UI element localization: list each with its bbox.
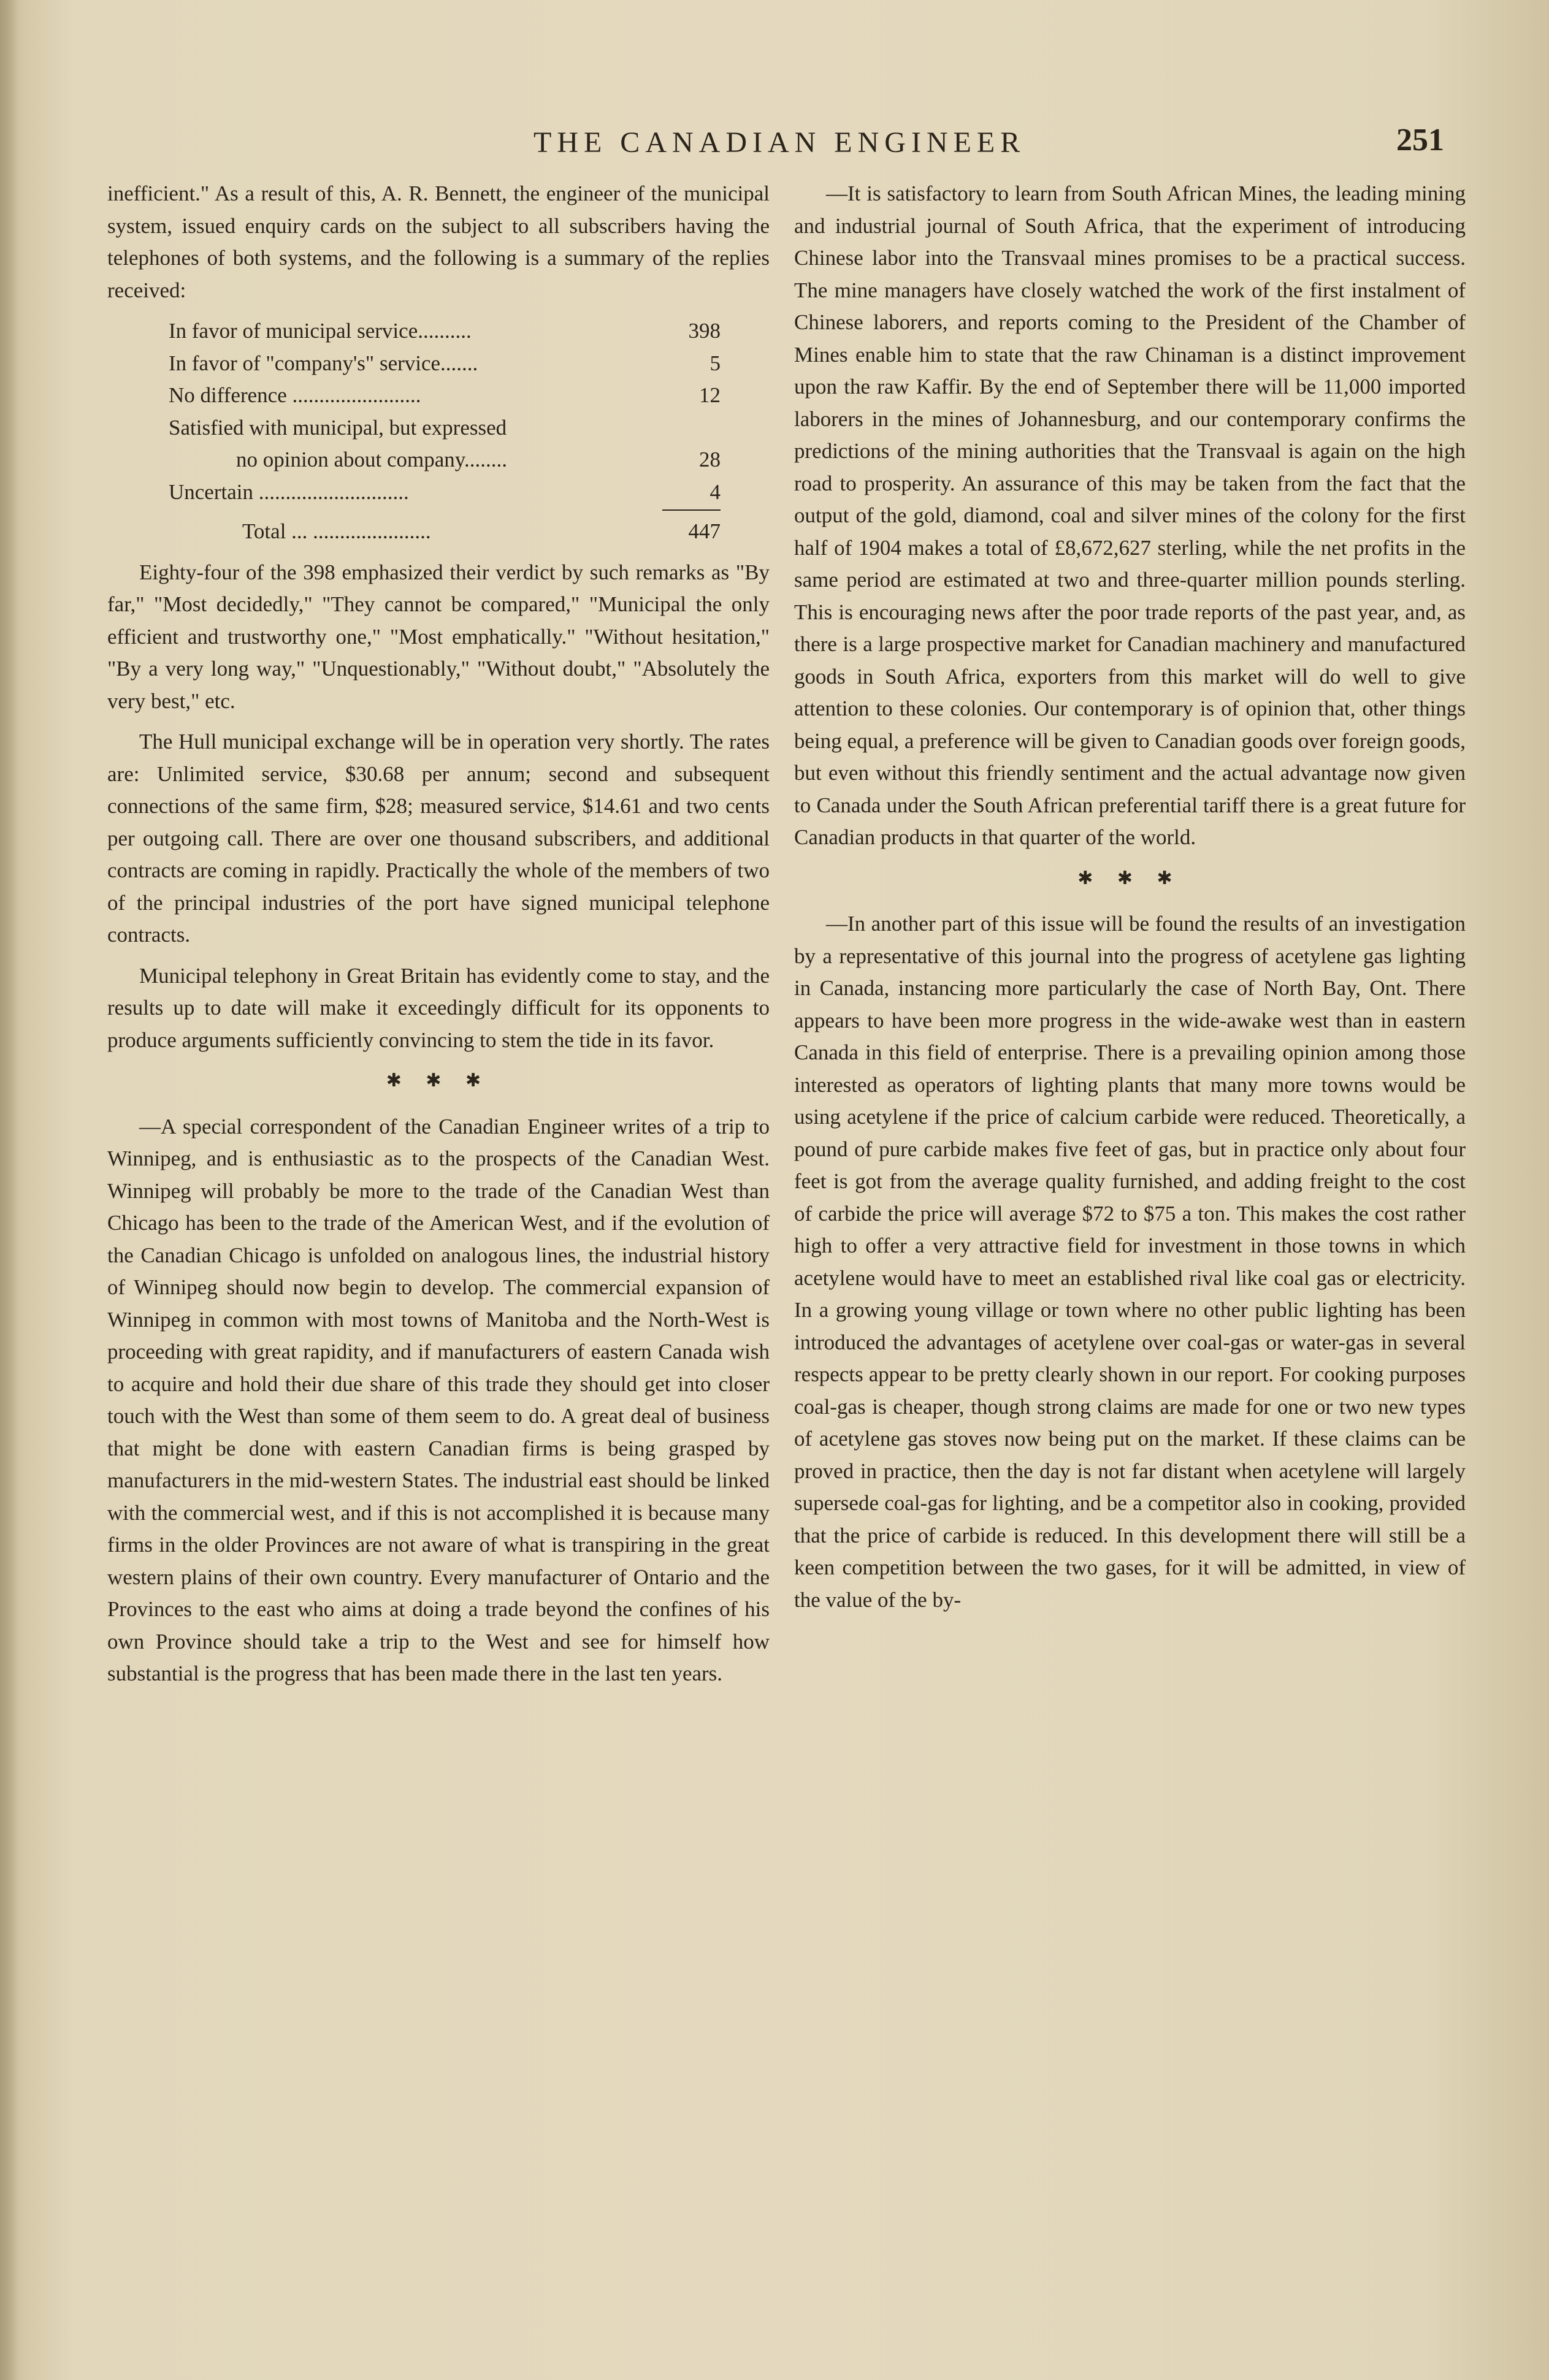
table-row: [169, 380, 721, 412]
running-title: THE CANADIAN ENGINEER: [534, 126, 1026, 159]
section-divider: ✱ ✱ ✱: [1077, 868, 1182, 888]
row-label: In favor of municipal service..........: [169, 319, 472, 343]
page-number: 251: [1396, 123, 1444, 158]
paragraph: Municipal telephony in Great Britain has evidently come to stay, and the results up to date will make it exceedingly difficult for its opponents to produce arguments sufficiently convincing to stem the tide in its favor.: [107, 963, 770, 1052]
paragraph: —A special correspondent of the Canadian Engineer writes of a trip to Winnipeg, and is enthusiastic as to the prospects of the Canadian West. Winnipeg will probably be more to the trade of the Canadian West than Chicago has been to the trade of the American West, and if the evolution of the Canadian Chicago is unfolded on analogous lines, the industrial history of Winnipeg should now begin to develop. The commercial expansion of Winnipeg in common with most towns of Manitoba and the North-West is proceeding with great rapidity, and if manufacturers of eastern Canada wish to acquire and hold their due share of this trade they should get into closer touch with the West than some of them seem to do. A great deal of business that might be done with eastern Canadian firms is being grasped by manufacturers in the mid-western States. The industrial east should be linked with the commercial west, and if this is not accomplished it is because many firms in the older Provinces are not aware of what is transpiring in the great western plains of their own country. Every manufacturer of Ontario and the Provinces to the east who aims at doing a trade beyond the confines of his own Province should take a trip to the West and see for himself how substantial is the progress that has been made there in the last ten years.: [107, 1114, 770, 1685]
table-row: [169, 412, 721, 444]
row-value: 12: [699, 383, 721, 407]
table-row: [169, 444, 721, 476]
paragraph: —It is satisfactory to learn from South African Mines, the leading mining and industrial journal of South Africa, that the experiment of introducing Chinese labor into the Transvaal mines promises to be a practical success. The mine managers have closely watched the work of the first instalment of Chinese laborers, and reports coming to the President of the Chamber of Mines enable him to state that the raw Chinaman is a distinct improvement upon the raw Kaffir. By the end of September there will be 11,000 imported laborers in the mines of Johannesburg, and our contemporary confirms the predictions of the mining authorities that the Transvaal is again on the high road to prosperity. An assurance of this may be taken from the fact that the output of the gold, diamond, coal and silver mines of the colony for the first half of 1904 makes a total of £8,672,627 sterling, while the net profits in the same period are estimated at two and three-quarter million pounds sterling. This is encouraging news after the poor trade reports of the past year, and, as there is a large prospective market for Canadian machinery and manufactured goods in South Africa, exporters from this market will do well to give attention to these colonies. Our contemporary is of opinion that, other things being equal, a preference will be given to Canadian goods over foreign goods, but even without this friendly sentiment and the actual advantage now given to Canada under the South African preferential tariff there is a great future for Canadian products in that quarter of the world.: [794, 181, 1466, 849]
section-divider: ✱ ✱ ✱: [386, 1070, 491, 1091]
row-label: no opinion about company........: [236, 448, 507, 471]
table-row: [169, 315, 721, 348]
row-label: Satisfied with municipal, but expressed: [169, 415, 507, 440]
total-rule: [662, 509, 721, 511]
row-label: Uncertain ............................: [169, 479, 409, 504]
row-label: In favor of "company's" service.......: [169, 351, 478, 375]
paragraph: Eighty-four of the 398 emphasized their verdict by such remarks as "By far," "Most decidedly," "They cannot be compared," "Municipal the only efficient and trustworthy one," "Most emphatically." "Without hesitation," "By a very long way," "Unquestionably," "Without doubt," "Absolutely the very best," etc.: [107, 560, 770, 713]
binding-shadow: [0, 0, 18, 2380]
paragraph: The Hull municipal exchange will be in operation very shortly. The rates are: Unlimited service, $30.68 per annum; second and subsequent connections of the same firm, $28; measured service, $14.61 and two cents per outgoing call. There are over one thousand subscribers, and additional contracts are coming in rapidly. Practically the whole of the members of two of the principal industries of the port have signed municipal telephone contracts.: [107, 730, 770, 947]
row-value: 28: [699, 448, 721, 471]
page-header: [110, 123, 1444, 169]
replies-summary-table: [169, 315, 721, 548]
row-value: 398: [688, 319, 721, 343]
paragraph: —In another part of this issue will be found the results of an investigation by a representative of this journal into the progress of acetylene gas lighting in Canada, instancing more particularly the case of North Bay, Ont. There appears to have been more progress in the wide-awake west than in eastern Canada in this field of enterprise. There is a prevailing opinion among those interested as operators of lighting plants that many more towns would be using acetylene if the price of calcium carbide were reduced. Theoretically, a pound of pure carbide makes five feet of gas, but in practice only about four feet is got from the average quality furnished, and adding freight to the cost of carbide the price will average $72 to $75 a ton. This makes the cost rather high to offer a very attractive field for investment in those towns in which acetylene would have to meet an established rival like coal gas or electricity. In a growing young village or town where no other public lighting has been introduced the advantages of acetylene over coal-gas or water-gas in several respects appear to be pretty clearly shown in our report. For cooking purposes coal-gas is cheaper, though strong claims are made for one or two new types of acetylene gas stoves now being put on the market. If these claims can be proved in practice, then the day is not far distant when acetylene will largely supersede coal-gas for lighting, and be a competitor also in cooking, provided that the price of carbide is reduced. In this development there will still be a keen competition between the two gases, for it will be admitted, in view of the value of the by-: [794, 912, 1466, 1612]
total-value: 447: [688, 519, 721, 543]
table-total-row: [169, 516, 721, 548]
table-row: [169, 348, 721, 380]
right-column: [794, 178, 1466, 1625]
table-row: [169, 476, 721, 509]
paragraph: inefficient." As a result of this, A. R. Bennett, the engineer of the municipal system, issued enquiry cards on the subject to all subscribers having the telephones of both systems, and the following is a summary of the replies received:: [107, 181, 770, 302]
total-label: Total ... ......................: [242, 519, 431, 543]
left-column: [107, 178, 770, 1699]
row-value: 4: [709, 479, 721, 504]
row-label: No difference ........................: [169, 383, 421, 407]
row-value: 5: [709, 351, 721, 375]
